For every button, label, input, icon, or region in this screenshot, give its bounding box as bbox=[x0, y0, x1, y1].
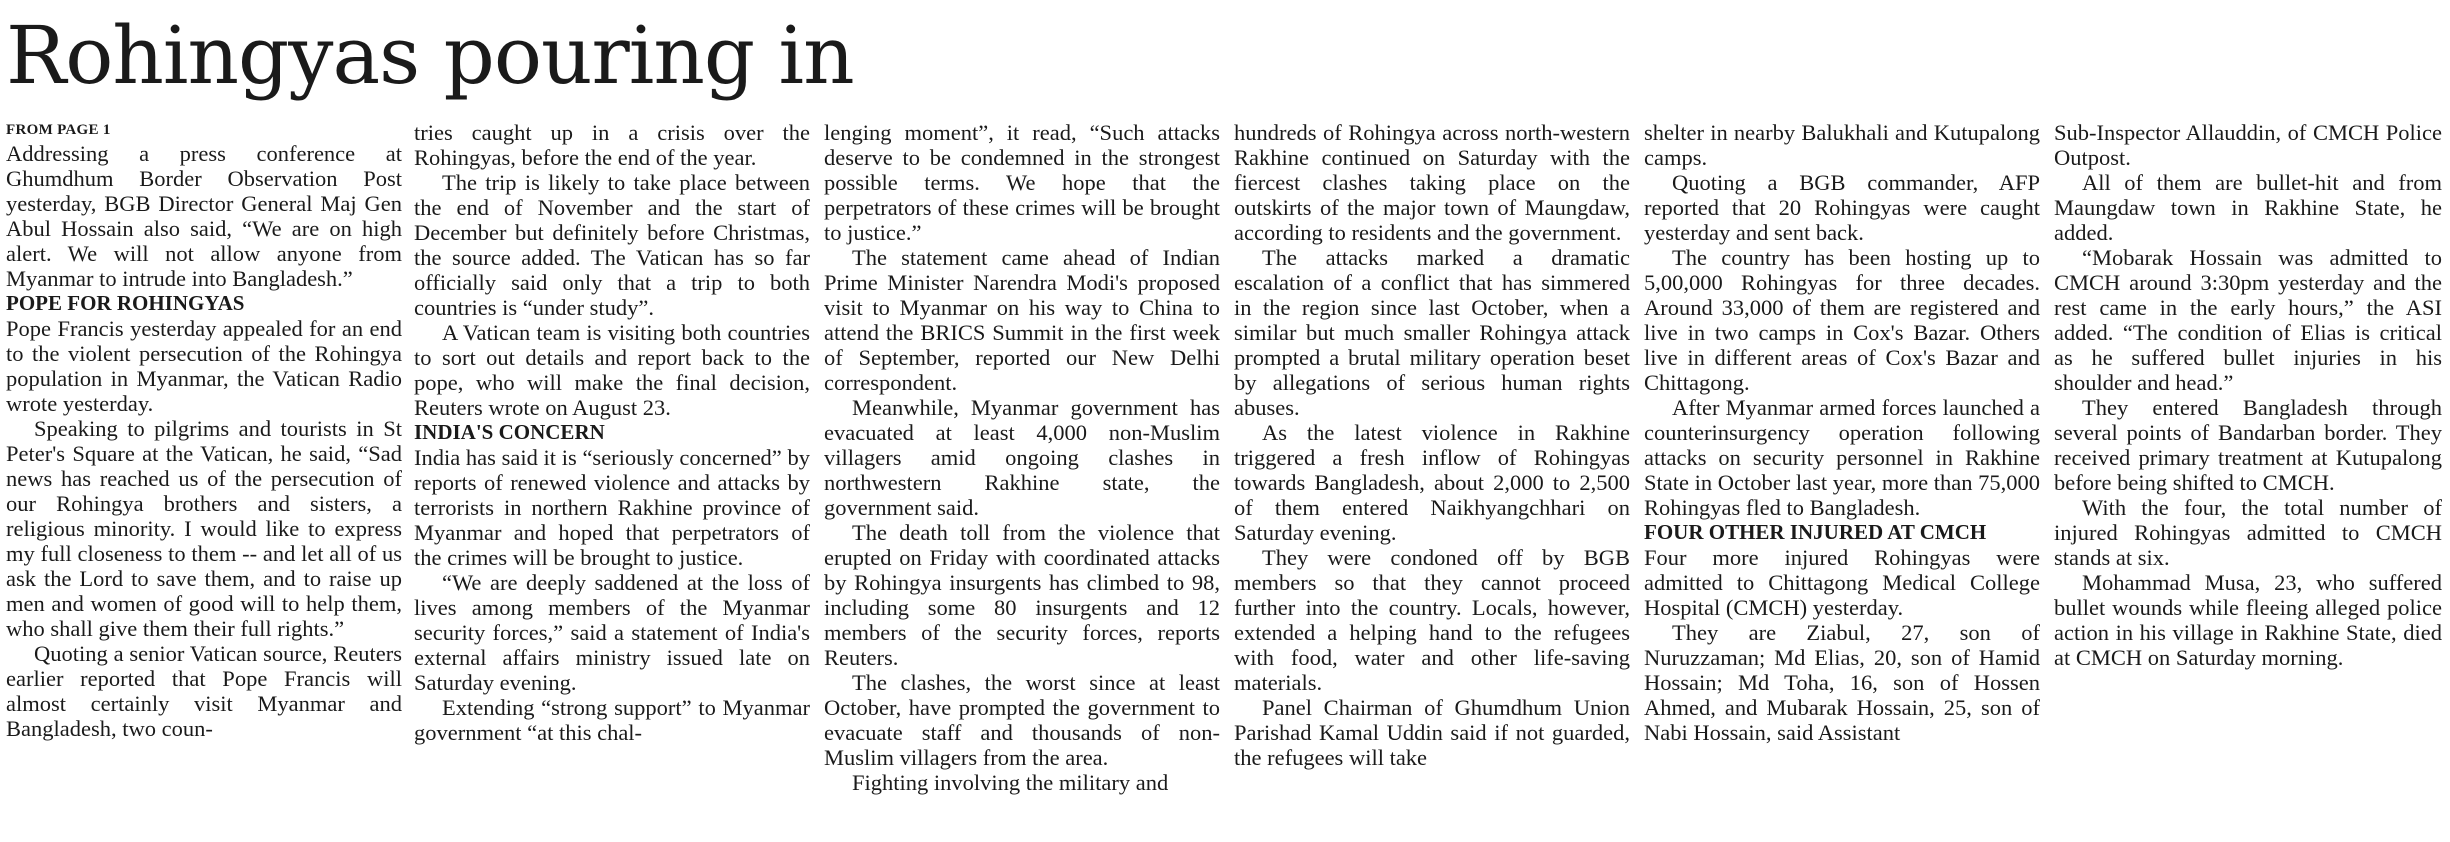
body-paragraph: The trip is likely to take place between the end of November and the start of December but definitely before Christmas, the source added. The Vatican has so far officially said only that a trip to both countries is “under study”. bbox=[414, 170, 810, 320]
body-paragraph: Panel Chairman of Ghumdhum Union Parishad Kamal Uddin said if not guarded, the refugees will take bbox=[1234, 695, 1630, 770]
body-paragraph: They are Ziabul, 27, son of Nuruzzaman; Md Elias, 20, son of Hamid Hossain; Md Toha, 16, son of Hossen Ahmed, and Mubarak Hossain, 25, son of Nabi Hossain, said Assistant bbox=[1644, 620, 2040, 745]
body-paragraph: They entered Bangladesh through several points of Bandarban border. They received primary treatment at Kutupalong before being shifted to CMCH. bbox=[2054, 395, 2442, 495]
body-paragraph: “Mobarak Hossain was admitted to CMCH around 3:30pm yesterday and the rest came in the early hours,” the ASI added. “The condition of Elias is critical as he suffered bullet injuries in his shoulder and head.” bbox=[2054, 245, 2442, 395]
body-paragraph: Quoting a senior Vatican source, Reuters earlier reported that Pope Francis will almost certainly visit Myanmar and Bangladesh, two coun- bbox=[6, 641, 402, 741]
body-paragraph: shelter in nearby Balukhali and Kutupalong camps. bbox=[1644, 120, 2040, 170]
column-3 bbox=[824, 120, 1220, 838]
body-paragraph: The statement came ahead of Indian Prime Minister Narendra Modi's proposed visit to Myanmar on his way to China to attend the BRICS Summit in the first week of September, reported our New Delhi correspondent. bbox=[824, 245, 1220, 395]
body-paragraph: Speaking to pilgrims and tourists in St Peter's Square at the Vatican, he said, “Sad news has reached us of the persecution of our Rohingya brothers and sisters, a religious minority. I would like to express my full closeness to them -- and let all of us ask the Lord to save them, and to raise up men and women of good will to help them, who shall give them their full rights.” bbox=[6, 416, 402, 641]
section-subhead: FOUR OTHER INJURED AT CMCH bbox=[1644, 520, 1987, 544]
from-page-label: FROM PAGE 1 bbox=[6, 122, 111, 138]
column-4 bbox=[1234, 120, 1630, 838]
column-6 bbox=[2054, 120, 2442, 838]
body-paragraph: India has said it is “seriously concerned” by reports of renewed violence and attacks by terrorists in northern Rakhine province of Myanmar and hoped that perpetrators of the crimes will be brought to justice. bbox=[414, 445, 810, 570]
body-paragraph: lenging moment”, it read, “Such attacks deserve to be condemned in the strongest possible terms. We hope that the perpetrators of these crimes will be brought to justice.” bbox=[824, 120, 1220, 245]
body-paragraph: After Myanmar armed forces launched a counterinsurgency operation following attacks on security personnel in Rakhine State in October last year, more than 75,000 Rohingyas fled to Bangladesh. bbox=[1644, 395, 2040, 520]
body-paragraph: “We are deeply saddened at the loss of lives among members of the Myanmar security forces,” said a statement of India's external affairs ministry issued late on Saturday evening. bbox=[414, 570, 810, 695]
body-paragraph: With the four, the total number of injured Rohingyas admitted to CMCH stands at six. bbox=[2054, 495, 2442, 570]
body-paragraph: Four more injured Rohingyas were admitted to Chittagong Medical College Hospital (CMCH) yesterday. bbox=[1644, 545, 2040, 620]
body-paragraph: The attacks marked a dramatic escalation of a conflict that has simmered in the region since last October, when a similar but much smaller Rohingya attack prompted a brutal military operation beset by allegations of serious human rights abuses. bbox=[1234, 245, 1630, 420]
body-paragraph: tries caught up in a crisis over the Rohingyas, before the end of the year. bbox=[414, 120, 810, 170]
column-2 bbox=[414, 120, 810, 838]
section-subhead: POPE FOR ROHINGYAS bbox=[6, 291, 245, 315]
section-subhead: INDIA'S CONCERN bbox=[414, 420, 605, 444]
body-paragraph: Addressing a press conference at Ghumdhum Border Observation Post yesterday, BGB Director General Maj Gen Abul Hossain also said, “We are on high alert. We will not allow anyone from Myanmar to intrude into Bangladesh.” bbox=[6, 141, 402, 291]
body-paragraph: A Vatican team is visiting both countries to sort out details and report back to the pope, who will make the final decision, Reuters wrote on August 23. bbox=[414, 320, 810, 420]
body-paragraph: Pope Francis yesterday appealed for an end to the violent persecution of the Rohingya population in Myanmar, the Vatican Radio wrote yesterday. bbox=[6, 316, 402, 416]
column-5 bbox=[1644, 120, 2040, 838]
headline: Rohingyas pouring in bbox=[6, 9, 854, 102]
body-paragraph: Quoting a BGB commander, AFP reported that 20 Rohingyas were caught yesterday and sent back. bbox=[1644, 170, 2040, 245]
body-paragraph: hundreds of Rohingya across north-western Rakhine continued on Saturday with the fiercest clashes taking place on the outskirts of the major town of Maungdaw, according to residents and the government. bbox=[1234, 120, 1630, 245]
body-paragraph: Extending “strong support” to Myanmar government “at this chal- bbox=[414, 695, 810, 745]
body-paragraph: As the latest violence in Rakhine triggered a fresh inflow of Rohingyas towards Bangladesh, about 2,000 to 2,500 of them entered Naikhyangchhari on Saturday evening. bbox=[1234, 420, 1630, 545]
article-body bbox=[6, 120, 2442, 838]
column-1 bbox=[6, 120, 402, 838]
body-paragraph: Meanwhile, Myanmar government has evacuated at least 4,000 non-Muslim villagers amid ongoing clashes in northwestern Rakhine state, the government said. bbox=[824, 395, 1220, 520]
body-paragraph: Fighting involving the military and bbox=[852, 770, 1169, 795]
body-paragraph: They were condoned off by BGB members so that they cannot proceed further into the country. Locals, however, extended a helping hand to the refugees with food, water and other life-saving materials. bbox=[1234, 545, 1630, 695]
body-paragraph: Mohammad Musa, 23, who suffered bullet wounds while fleeing alleged police action in his village in Rakhine State, died at CMCH on Saturday morning. bbox=[2054, 570, 2442, 670]
body-paragraph: Sub-Inspector Allauddin, of CMCH Police Outpost. bbox=[2054, 120, 2442, 170]
body-paragraph: The country has been hosting up to 5,00,000 Rohingyas for three decades. Around 33,000 of them are registered and live in two camps in Cox's Bazar. Others live in different areas of Cox's Bazar and Chittagong. bbox=[1644, 245, 2040, 395]
body-paragraph: All of them are bullet-hit and from Maungdaw town in Rakhine State, he added. bbox=[2054, 170, 2442, 245]
body-paragraph: The clashes, the worst since at least October, have prompted the government to evacuate staff and thousands of non-Muslim villagers from the area. bbox=[824, 670, 1220, 770]
body-paragraph: The death toll from the violence that erupted on Friday with coordinated attacks by Rohingya insurgents has climbed to 98, including some 80 insurgents and 12 members of the security forces, reports Reuters. bbox=[824, 520, 1220, 670]
